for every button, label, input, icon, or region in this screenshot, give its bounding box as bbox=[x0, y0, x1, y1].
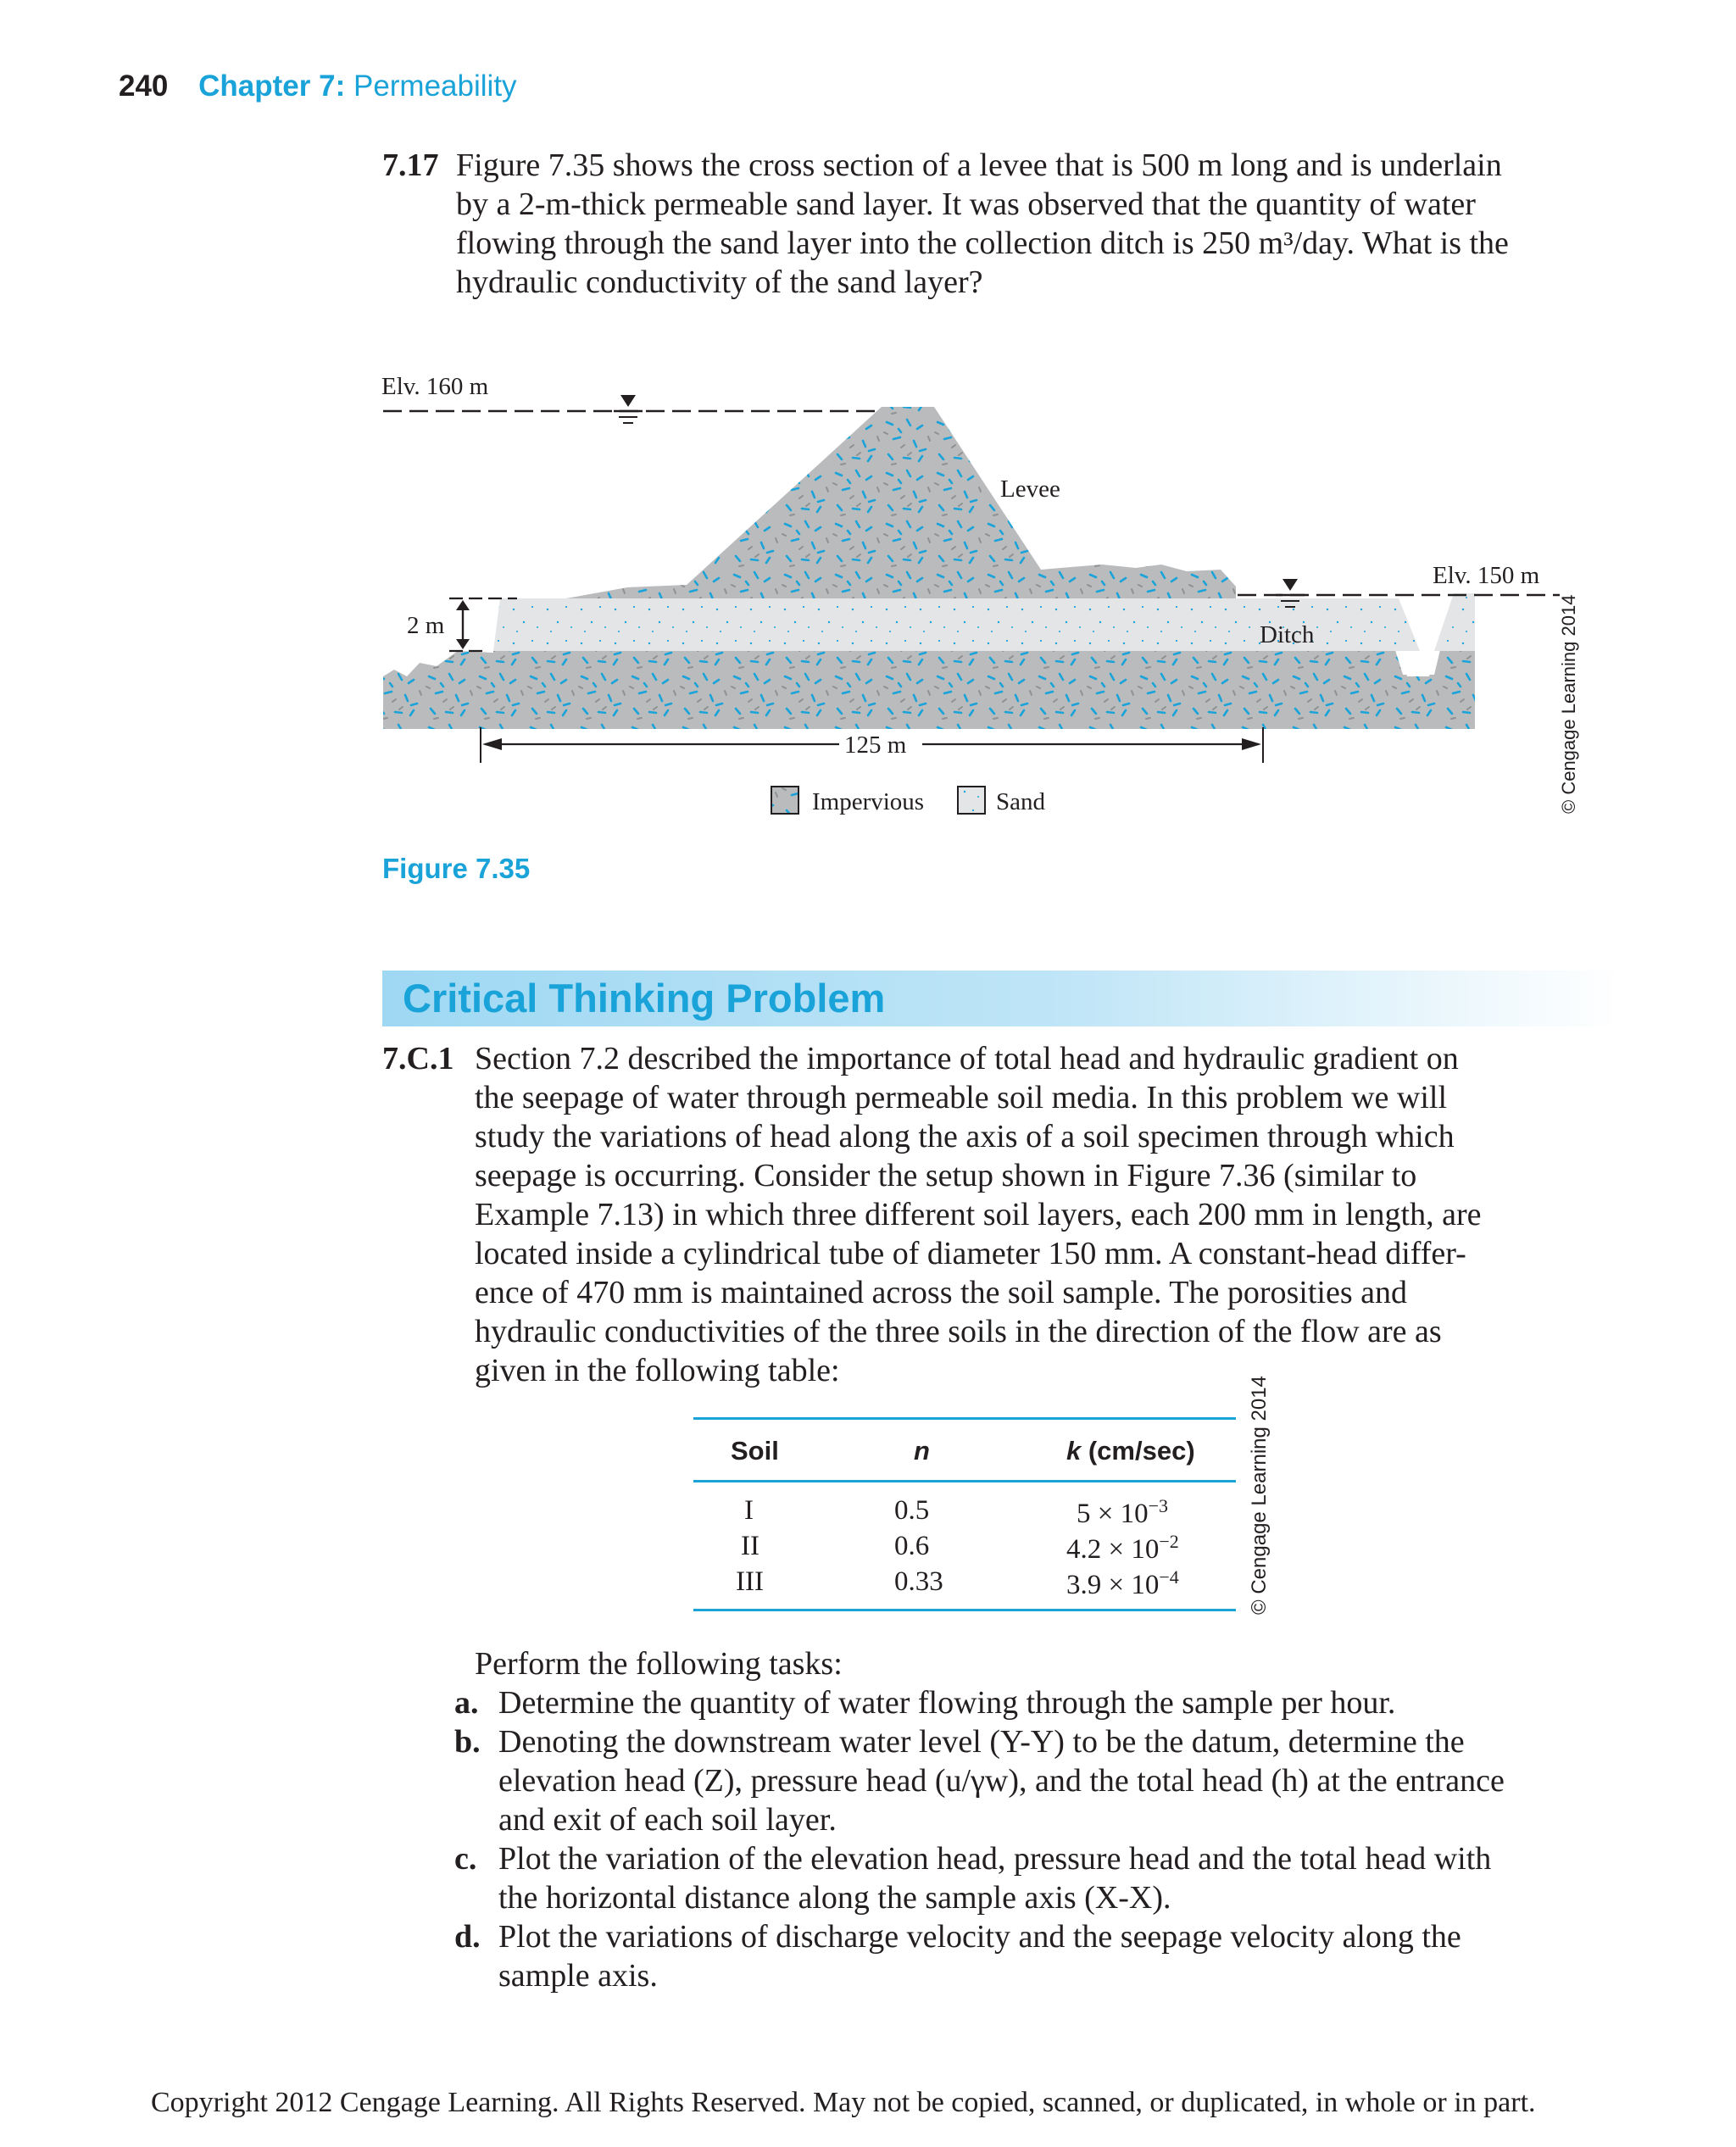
water-level-symbol-upstream bbox=[614, 395, 643, 423]
table-header-rule bbox=[693, 1480, 1236, 1482]
task-b-line-3: and exit of each soil layer. bbox=[498, 1802, 837, 1838]
header-soil: Soil bbox=[731, 1436, 779, 1466]
row-3-k: $3.9 \times 10^{-4}$ bbox=[1066, 1566, 1179, 1600]
page-number: 240 bbox=[119, 70, 169, 103]
ct-line-6: located inside a cylindrical tube of diameter 150 mm. A constant-head differ- bbox=[475, 1236, 1466, 1271]
row-2-n: 0.6 bbox=[894, 1531, 930, 1561]
ct-line-2: the seepage of water through permeable soil media. In this problem we will bbox=[475, 1080, 1448, 1115]
row-3-soil: III bbox=[736, 1566, 764, 1597]
ditch-label: Ditch bbox=[1260, 621, 1315, 648]
critical-thinking-title: Critical Thinking Problem bbox=[403, 976, 886, 1021]
problem-number: 7.17 bbox=[382, 147, 439, 183]
row-3-n: 0.33 bbox=[894, 1566, 943, 1597]
elv-160-label: Elv. 160 m bbox=[381, 373, 489, 400]
ct-line-7: ence of 470 mm is maintained across the soil sample. The porosities and bbox=[475, 1275, 1407, 1310]
task-b-line-2: elevation head (Z), pressure head (u/γw), and the total head (h) at the entrance bbox=[498, 1763, 1505, 1799]
task-d-label: d. bbox=[454, 1919, 481, 1955]
legend-sand-label: Sand bbox=[996, 788, 1045, 815]
row-1-n: 0.5 bbox=[894, 1495, 930, 1526]
legend-impervious-label: Impervious bbox=[812, 788, 925, 815]
problem-line-2: by a 2-m-thick permeable sand layer. It was observed that the quantity of water bbox=[456, 186, 1476, 222]
problem-number: 7.C.1 bbox=[382, 1041, 454, 1076]
ct-line-3: study the variations of head along the axis of a soil specimen through which bbox=[475, 1119, 1455, 1154]
task-a-line-1: Determine the quantity of water flowing through the sample per hour. bbox=[498, 1685, 1396, 1721]
ct-line-5: Example 7.13) in which three different soil layers, each 200 mm in length, are bbox=[475, 1197, 1482, 1232]
task-d-line-2: sample axis. bbox=[498, 1958, 658, 1994]
task-b-label: b. bbox=[454, 1724, 481, 1760]
impervious-base-main bbox=[493, 651, 1383, 729]
ct-line-9: given in the following table: bbox=[475, 1353, 840, 1388]
ct-line-1: Section 7.2 described the importance of total head and hydraulic gradient on bbox=[475, 1041, 1459, 1076]
levee-cross-section-figure bbox=[373, 364, 1628, 856]
row-2-k: $4.2 \times 10^{-2}$ bbox=[1066, 1531, 1179, 1565]
levee-label: Levee bbox=[1000, 476, 1060, 503]
copyright-footer: Copyright 2012 Cengage Learning. All Rights Reserved. May not be copied, scanned, or duplicated, in whole or in part. bbox=[151, 2087, 1536, 2118]
task-b-line-1: Denoting the downstream water level (Y-Y) to be the datum, determine the bbox=[498, 1724, 1465, 1760]
elv-150-label: Elv. 150 m bbox=[1433, 562, 1540, 589]
chapter-label: Chapter 7: bbox=[198, 70, 346, 103]
table-bottom-rule bbox=[693, 1609, 1236, 1611]
header-k: k (cm/sec) bbox=[1066, 1436, 1195, 1466]
task-a-label: a. bbox=[454, 1685, 479, 1721]
header-n: n bbox=[914, 1436, 930, 1466]
legend-impervious-swatch bbox=[771, 787, 798, 814]
tasks-intro: Perform the following tasks: bbox=[475, 1646, 843, 1682]
distance-label: 125 m bbox=[844, 731, 907, 759]
problem-line-1: Figure 7.35 shows the cross section of a levee that is 500 m long and is underlain bbox=[456, 147, 1502, 183]
thickness-label: 2 m bbox=[407, 612, 445, 639]
legend-sand-swatch bbox=[958, 787, 985, 814]
problem-line-3: flowing through the sand layer into the collection ditch is 250 m³/day. What is the bbox=[456, 225, 1509, 261]
task-d-line-1: Plot the variations of discharge velocity and the seepage velocity along the bbox=[498, 1919, 1461, 1955]
figure-credit: © Cengage Learning 2014 bbox=[1558, 594, 1579, 814]
figure-caption: Figure 7.35 bbox=[382, 853, 531, 884]
problem-line-4: hydraulic conductivity of the sand layer? bbox=[456, 264, 983, 300]
task-c-line-1: Plot the variation of the elevation head, pressure head and the total head with bbox=[498, 1841, 1492, 1877]
levee-body bbox=[566, 407, 1236, 598]
row-2-soil: II bbox=[741, 1531, 760, 1561]
ct-line-4: seepage is occurring. Consider the setup shown in Figure 7.36 (similar to bbox=[475, 1158, 1417, 1193]
table-credit: © Cengage Learning 2014 bbox=[1248, 1376, 1271, 1615]
chapter-title: Permeability bbox=[353, 70, 517, 103]
ct-line-8: hydraulic conductivities of the three soils in the direction of the flow are as bbox=[475, 1314, 1442, 1349]
row-1-k: $5 \times 10^{-3}$ bbox=[1077, 1495, 1169, 1529]
task-c-label: c. bbox=[454, 1841, 477, 1877]
row-1-soil: I bbox=[744, 1495, 754, 1526]
task-c-line-2: the horizontal distance along the sample axis (X-X). bbox=[498, 1880, 1171, 1916]
running-head bbox=[119, 70, 517, 103]
table-top-rule bbox=[693, 1417, 1236, 1420]
thickness-arrow bbox=[456, 600, 470, 649]
